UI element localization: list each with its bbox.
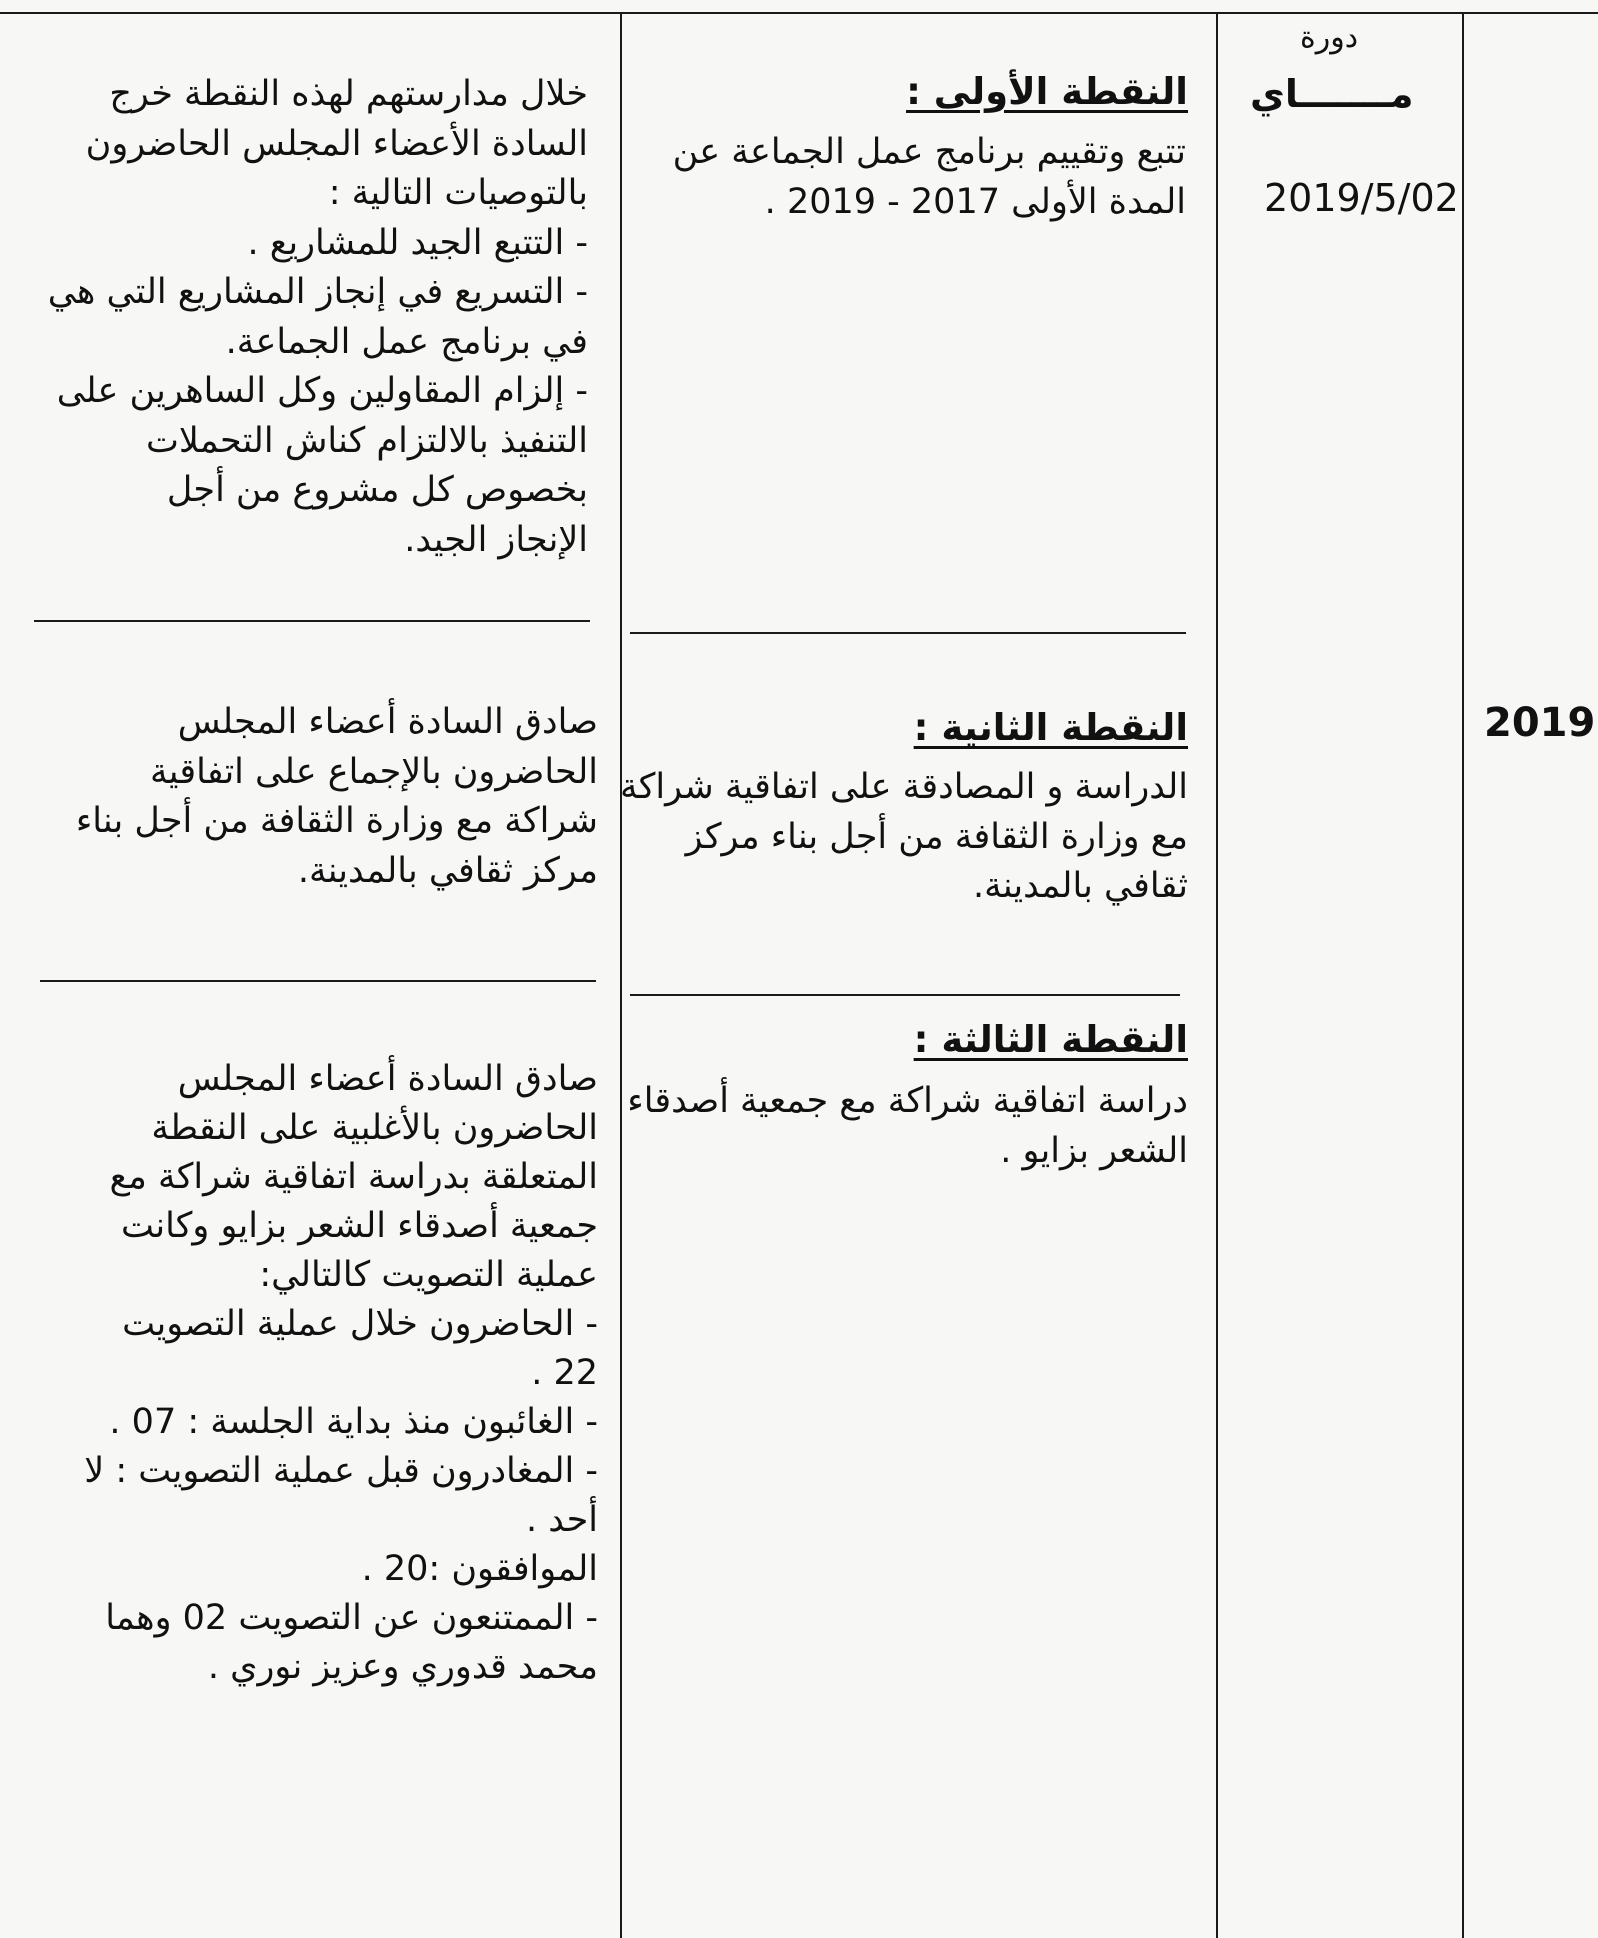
decision-1-text: خلال مدارستهم لهذه النقطة خرج السادة الأعضاء المجلس الحاضرون بالتوصيات التالية : - التتبع الجيد للمشاريع . - التسريع في إنجاز المشاريع التي هي في برنامج عمل الجماعة. - إلزام المقاولين وكل الساهرين على التنفيذ بالالتزام كناش التحملات بخصوص كل مشروع من أجل الإنجاز الجيد.: [47, 74, 588, 560]
column-divider-session: [1462, 12, 1464, 1938]
decision-separator-1: [34, 620, 590, 622]
year-cell: 2019: [1484, 700, 1596, 746]
agenda-item-2-heading: النقطة الثانية :: [913, 706, 1188, 749]
column-divider-agenda: [1216, 12, 1218, 1938]
decision-2-text: صادق السادة أعضاء المجلس الحاضرون بالإجماع على اتفاقية شراكة مع وزارة الثقافة من أجل بناء مركز ثقافي بالمدينة.: [75, 702, 598, 891]
decision-separator-2: [40, 980, 596, 982]
agenda-item-2-body: الدراسة و المصادقة على اتفاقية شراكة مع وزارة الثقافة من أجل بناء مركز ثقافي بالمدينة.: [619, 767, 1188, 906]
agenda-item-1-heading: النقطة الأولى :: [906, 70, 1188, 113]
decision-3-text: صادق السادة أعضاء المجلس الحاضرون بالأغلبية على النقطة المتعلقة بدراسة اتفاقية شراكة مع جمعية أصدقاء الشعر بزايو وكانت عملية التصويت كالتالي: - الحاضرون خلال عملية التصويت 22 . - الغائبون منذ بداية الجلسة : 07 . - المغادرون قبل عملية التصويت : لا أحد . الموافقون :20 . - الممتنعون عن التصويت 02 وهما محمد قدوري وعزيز نوري .: [84, 1059, 598, 1687]
agenda-item-3-heading: النقطة الثالثة :: [913, 1018, 1188, 1061]
column-divider-decisions: [620, 12, 622, 1938]
agenda-separator-2: [630, 994, 1180, 996]
session-label: دورة: [1300, 20, 1359, 55]
session-month: مـــــــاي: [1250, 72, 1414, 116]
agenda-item-3-body: دراسة اتفاقية شراكة مع جمعية أصدقاء الشعر بزايو .: [627, 1081, 1188, 1171]
agenda-item-1-body: تتبع وتقييم برنامج عمل الجماعة عن المدة الأولى 2017 - 2019 .: [672, 132, 1186, 222]
table-top-border: [0, 12, 1598, 14]
agenda-separator-1: [630, 632, 1186, 634]
session-date: 2019/5/02: [1264, 176, 1459, 220]
